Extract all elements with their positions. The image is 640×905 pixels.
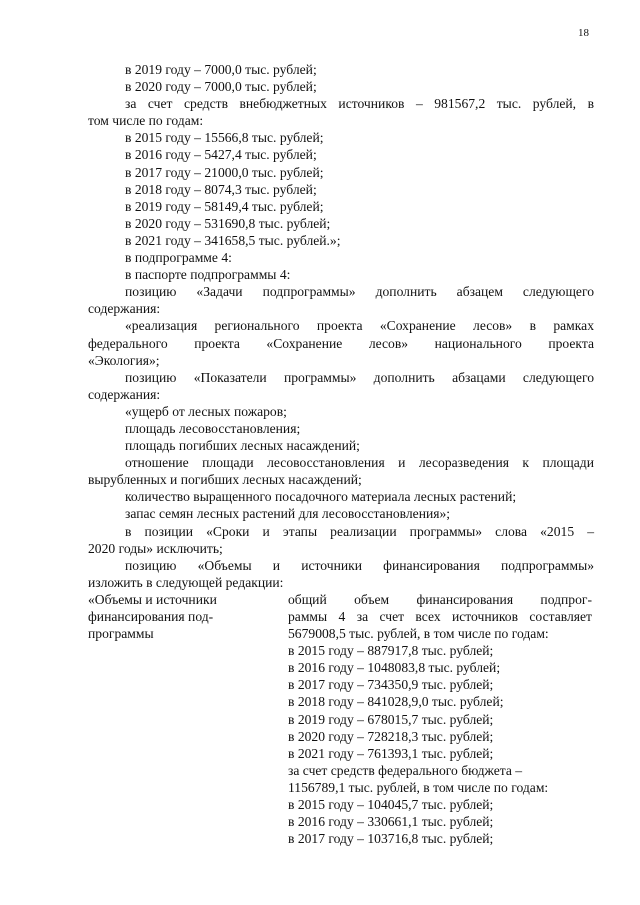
extrabudget-line: том числе по годам:	[88, 113, 204, 129]
total-year-line: в 2021 году – 761393,1 тыс. рублей;	[288, 745, 494, 761]
year-line: в 2020 году – 531690,8 тыс. рублей;	[125, 215, 331, 231]
volumes-line: позицию «Объемы и источники финансирования подпрограммы»	[125, 557, 594, 573]
seeds-line: запас семян лесных растений для лесовосстановления»;	[125, 506, 451, 522]
total-line: 5679008,5 тыс. рублей, в том числе по годам:	[288, 626, 549, 642]
year-line: в 2021 году – 341658,5 тыс. рублей.»;	[125, 232, 341, 248]
tasks-line: позицию «Задачи подпрограммы» дополнить абзацем следующего	[125, 284, 594, 300]
terms-line: в позиции «Сроки и этапы реализации программы» слова «2015 –	[125, 523, 594, 539]
indicators-line: содержания:	[88, 386, 161, 402]
indicator-item: площадь погибших лесных насаждений;	[125, 438, 360, 454]
text-line: в 2019 году – 7000,0 тыс. рублей;	[125, 62, 317, 77]
financing-label-line: программы	[88, 626, 154, 642]
year-line: в 2019 году – 58149,4 тыс. рублей;	[125, 198, 324, 214]
passport-heading: в паспорте подпрограммы 4:	[125, 267, 291, 283]
indicator-item: «ущерб от лесных пожаров;	[125, 403, 287, 419]
total-year-line: в 2016 году – 1048083,8 тыс. рублей;	[288, 660, 501, 676]
tasks-line: содержания:	[88, 301, 161, 317]
terms-line: 2020 годы» исключить;	[88, 540, 223, 556]
ratio-line: отношение площади лесовосстановления и лесоразведения к площади	[125, 455, 594, 471]
total-line: общий объем финансирования подпрог-	[288, 591, 592, 607]
total-year-line: в 2015 году – 887917,8 тыс. рублей;	[288, 643, 494, 659]
federal-year-line: в 2017 году – 103716,8 тыс. рублей;	[288, 831, 494, 847]
financing-label-line: финансирования под-	[88, 609, 214, 624]
text-line: в 2020 году – 7000,0 тыс. рублей;	[125, 79, 317, 95]
total-year-line: в 2019 году – 678015,7 тыс. рублей;	[288, 711, 494, 727]
extrabudget-line: за счет средств внебюджетных источников – 981567,2 тыс. рублей, в	[125, 96, 594, 112]
indicator-item: площадь лесовосстановления;	[125, 420, 301, 436]
financing-table	[88, 591, 594, 847]
ratio-line: вырубленных и погибших лесных насаждений;	[88, 472, 362, 488]
total-year-line: в 2018 году – 841028,9,0 тыс. рублей;	[288, 694, 504, 710]
total-year-line: в 2017 году – 734350,9 тыс. рублей;	[288, 677, 494, 693]
total-line: раммы 4 за счет всех источников составляет	[288, 609, 592, 624]
financing-value-cell	[288, 591, 592, 847]
financing-label-line: «Объемы и источники	[88, 591, 217, 607]
year-line: в 2018 году – 8074,3 тыс. рублей;	[125, 181, 317, 197]
federal-year-line: в 2015 году – 104045,7 тыс. рублей;	[288, 797, 494, 813]
year-line: в 2015 году – 15566,8 тыс. рублей;	[125, 130, 324, 146]
year-line: в 2017 году – 21000,0 тыс. рублей;	[125, 164, 324, 180]
indicators-line: позицию «Показатели программы» дополнить абзацами следующего	[125, 369, 594, 385]
page-number: 18	[578, 27, 589, 39]
total-year-line: в 2020 году – 728218,3 тыс. рублей;	[288, 728, 494, 744]
federal-line: за счет средств федерального бюджета –	[288, 762, 523, 778]
document-body	[88, 61, 594, 847]
project-line: «реализация регионального проекта «Сохранение лесов» в рамках	[125, 318, 594, 334]
federal-year-line: в 2016 году – 330661,1 тыс. рублей;	[288, 814, 494, 830]
seedlings-line: количество выращенного посадочного материала лесных растений;	[125, 489, 517, 505]
year-line: в 2016 году – 5427,4 тыс. рублей;	[125, 147, 317, 163]
financing-label-cell	[88, 591, 288, 847]
subprogram-heading: в подпрограмме 4:	[125, 250, 232, 266]
project-line: «Экология»;	[88, 352, 160, 368]
project-line: федерального проекта «Сохранение лесов» национального проекта	[88, 335, 594, 351]
volumes-line: изложить в следующей редакции:	[88, 574, 284, 590]
federal-line: 1156789,1 тыс. рублей, в том числе по годам:	[288, 779, 549, 795]
